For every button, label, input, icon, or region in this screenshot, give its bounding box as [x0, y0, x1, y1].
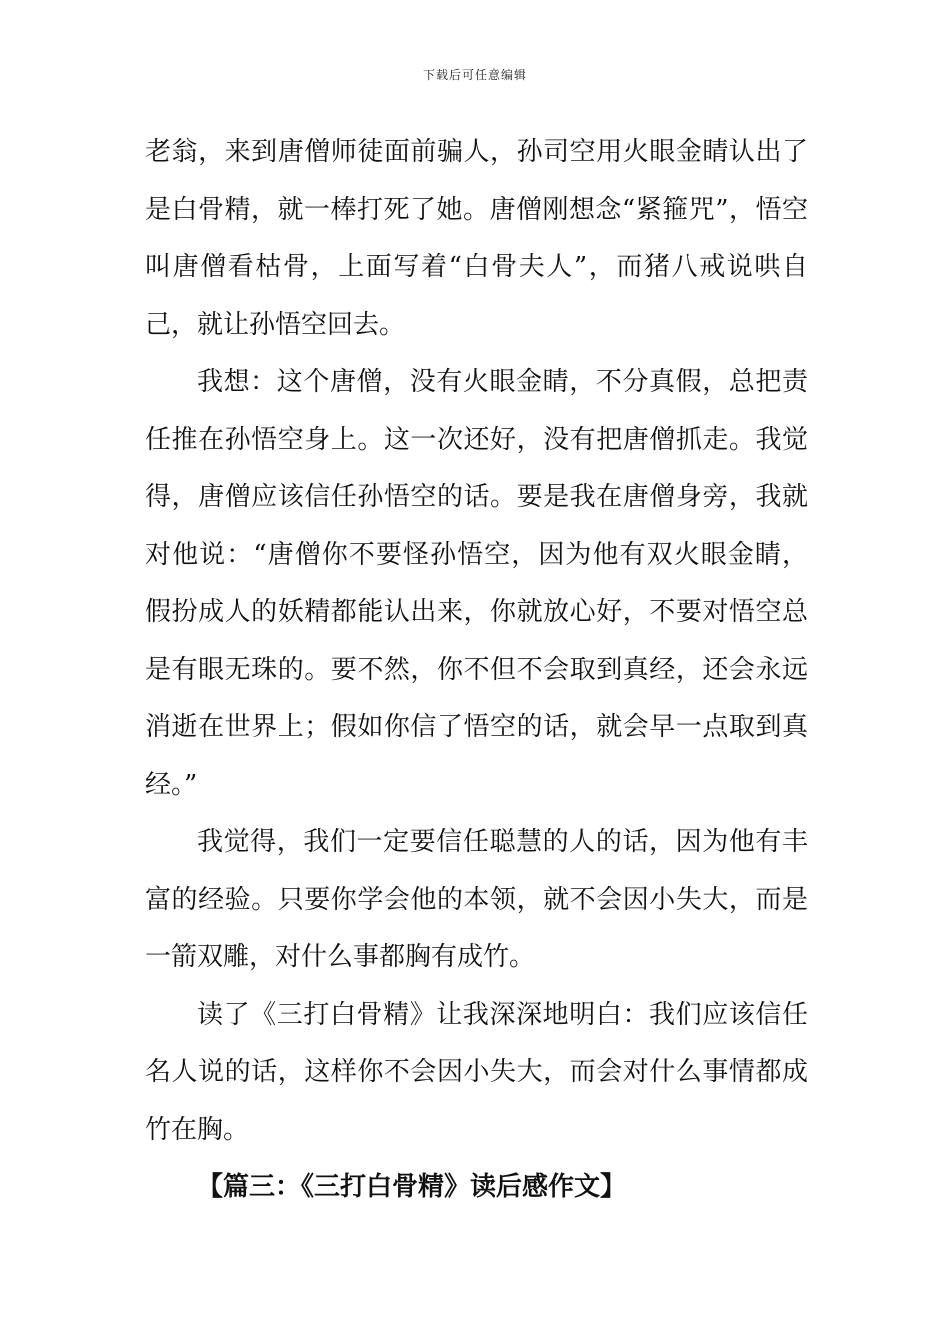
paragraph-opinion: 我想：这个唐僧，没有火眼金睛，不分真假，总把责任推在孙悟空身上。这一次还好，没有把唐僧抓走。我觉得，唐僧应该信任孙悟空的话。要是我在唐僧身旁，我就对他说：“唐僧你不要怪孙悟空，因为他有双火眼金睛，假扮成人的妖精都能认出来，你就放心好，不要对悟空总是有眼无珠的。要不然，你不但不会取到真经，还会永远消逝在世界上；假如你信了悟空的话，就会早一点取到真经。”: [145, 367, 808, 800]
paragraph-conclusion: 读了《三打白骨精》让我深深地明白：我们应该信任名人说的话，这样你不会因小失大，而会对什么事情都成竹在胸。: [145, 999, 808, 1145]
paragraph-reflection: 我觉得，我们一定要信任聪慧的人的话，因为他有丰富的经验。只要你学会他的本领，就不会因小失大，而是一箭双雕，对什么事都胸有成竹。: [145, 827, 808, 972]
paragraph-continuation: 老翁，来到唐僧师徒面前骗人，孙司空用火眼金睛认出了是白骨精，就一棒打死了她。唐僧刚想念“紧箍咒”，悟空叫唐僧看枯骨，上面写着“白骨夫人”，而猪八戒说哄自己，就让孙悟空回去。: [145, 137, 808, 340]
section-heading: 【篇三：《三打白骨精》读后感作文】: [197, 1172, 627, 1202]
page-header: 下载后可任意编辑: [422, 68, 527, 82]
document-body: [145, 124, 808, 1217]
